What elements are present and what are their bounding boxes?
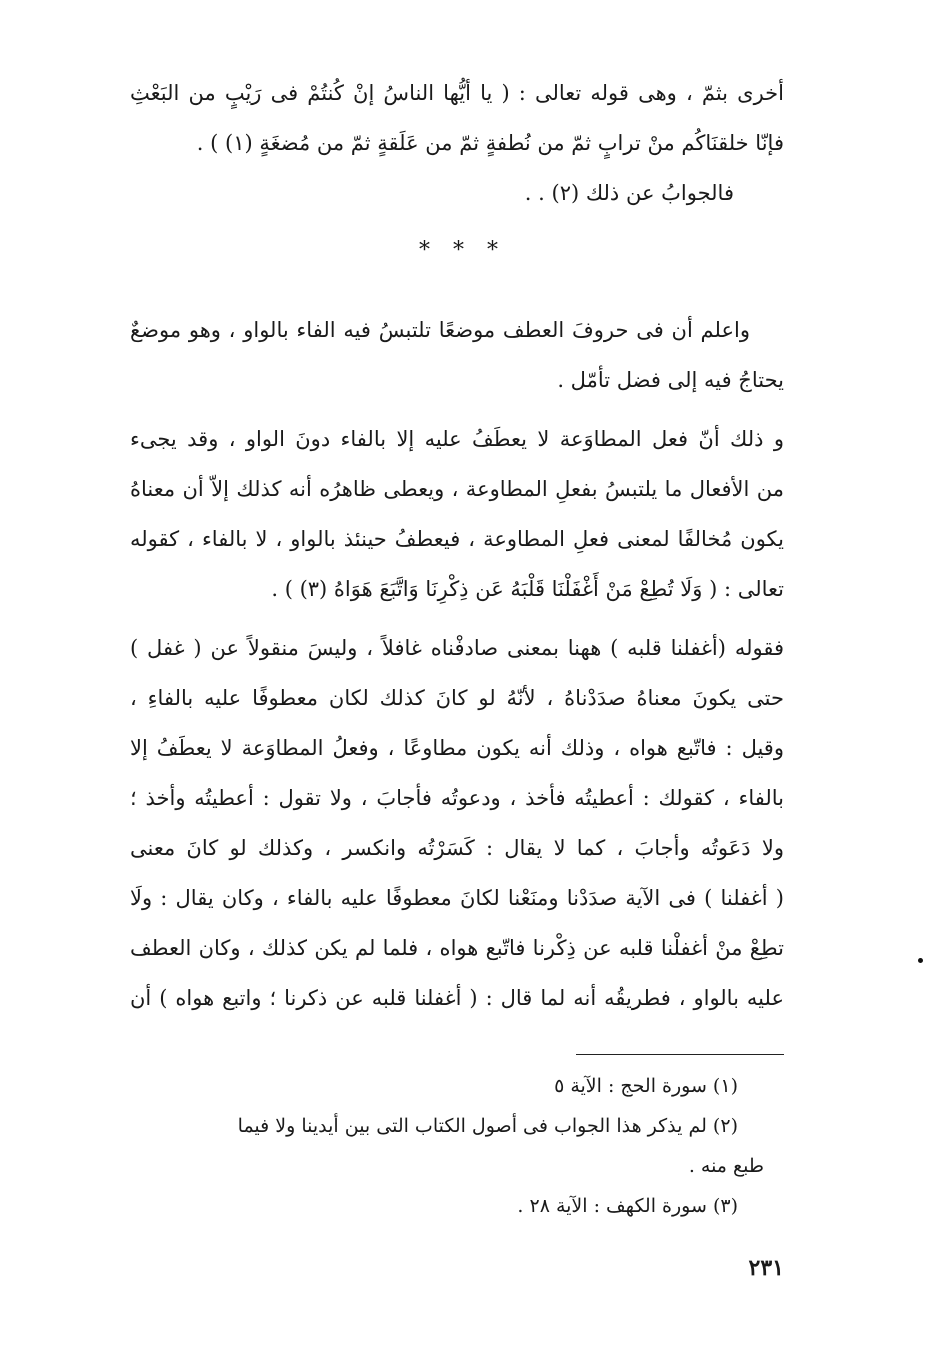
text-line: يكون مُخالفًا لمعنى فعلِ المطاوعة ، فيعطفُ حينئذ بالواو ، لا بالفاء ، كقوله [130,527,784,551]
paragraph-2 [130,414,784,614]
footnote-2: (٢) لم يذكر هذا الجواب فى أصول الكتاب التى بين أيدينا ولا فيما [237,1115,738,1137]
text-line: تعالى : ( وَلَا تُطِعْ مَنْ أَغْفَلْنَا قَلْبَهُ عَن ذِكْرِنَا وَاتَّبَعَ هَوَاهُ (٣) ) . [271,577,784,601]
text-line: و ذلك أنّ فعل المطاوَعة لا يعطَفُ عليه إلا بالفاء دونَ الواو ، وقد يجىء [130,427,784,451]
paragraph-3 [130,623,784,1023]
section-divider-asterisks: * * * [419,238,506,263]
footnote-2-continuation: طبع منه . [688,1155,764,1177]
top-text-block [130,68,784,218]
paragraph-1 [130,305,784,405]
text-line: بالفاء ، كقولك : أعطيتُه فأخذ ، ودعوتُه فأجابَ ، ولا تقول : أعطيتُه وأخذ ؛ [130,786,784,810]
footnote-1: (١) سورة الحج : الآية ٥ [554,1075,738,1097]
footnotes [130,1066,784,1226]
page-number: ٢٣١ [748,1255,784,1281]
text-line: عليه بالواو ، فطريقُه أنه لما قال : ( أغفلنا قلبه عن ذكرنا ؛ واتبع هواه ) أن [130,986,784,1010]
text-line: وقيل : فاتّبع هواه ، وذلك أنه يكون مطاوعًا ، وفعلُ المطاوَعة لا يعطَفُ إلا [130,736,784,760]
text-line: فالجوابُ عن ذلك (٢) . . [524,181,734,205]
text-line: من الأفعال ما يلتبسُ بفعلِ المطاوعة ، ويعطى ظاهرُه أنه كذلك إلاّ أن معناهُ [130,477,784,501]
footnote-3: (٣) سورة الكهف : الآية ٢٨ . [517,1195,738,1217]
text-line: أخرى بثمّ ، وهى قوله تعالى : ( يا أيُّها الناسُ إنْ كُنتُمْ فى رَيْبٍ من البَعْثِ [130,81,784,105]
text-line: ( أغفلنا ) فى الآية صدَدْنا ومنَعْنا لكانَ معطوفًا عليه بالفاء ، وكان يقال : ولَا [130,886,784,910]
text-line: يحتاجُ فيه إلى فضل تأمّل . [557,368,784,392]
footnote-separator [576,1054,784,1055]
text-line: حتى يكونَ معناهُ صدَدْناهُ ، لأنّهُ لو كانَ كذلك لكان معطوفًا عليه بالفاءِ ، [130,686,784,710]
text-line: فإنّا خلقنَاكُم منْ ترابٍ ثمّ من نُطفةٍ ثمّ من عَلَقةٍ ثمّ من مُضغَةٍ (١) ) . [196,131,784,155]
text-line: فقوله (أغفلنا قلبه ) ههنا بمعنى صادفْناه غافلاً ، وليسَ منقولاً عن ( غفل ) [130,636,784,660]
text-line: تطِعْ منْ أغفلْنا قلبه عن ذِكْرنا فاتّبع هواه ، فلما لم يكن كذلك ، وكان العطف [130,936,784,960]
text-line: واعلم أن فى حروفَ العطف موضعًا تلتبسُ فيه الفاء بالواو ، وهو موضعٌ [130,318,750,342]
margin-mark [918,958,923,963]
text-line: ولا دَعَوتُه وأجابَ ، كما لا يقال : كَسَرْتُه وانكسر ، وكذلك لو كانَ معنى [130,836,784,860]
